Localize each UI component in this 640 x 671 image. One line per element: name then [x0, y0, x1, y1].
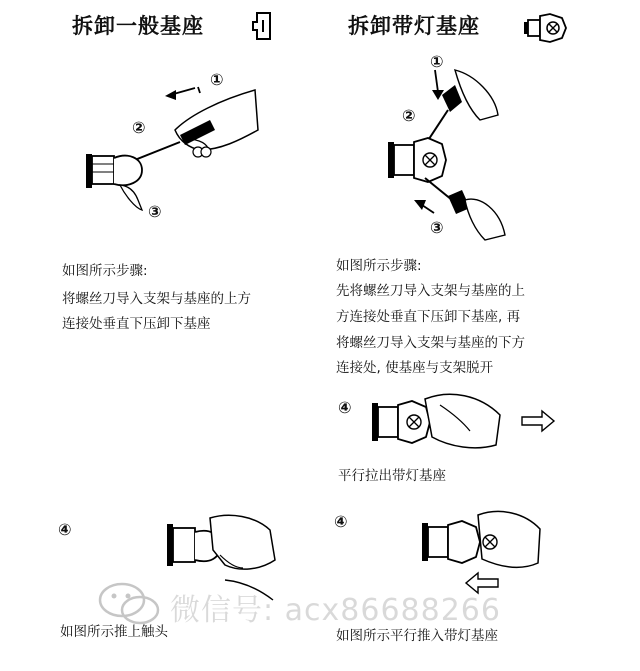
left-steps-line-2: 连接处垂直下压卸下基座 [62, 316, 211, 332]
left-marker-2: ② [132, 118, 146, 137]
left-marker-3: ③ [148, 202, 162, 221]
left-removal-illustration [80, 60, 280, 230]
left-marker-1: ① [210, 70, 224, 89]
right-step4a-caption: 平行拉出带灯基座 [338, 468, 446, 484]
left-step4-caption: 如图所示推上触头 [60, 624, 168, 640]
plain-base-icon [248, 8, 284, 44]
right-removal-illustration [380, 50, 530, 250]
right-pull-out-illustration [370, 385, 560, 465]
right-marker-3: ③ [430, 218, 444, 237]
right-steps-heading: 如图所示步骤: [336, 258, 422, 274]
right-steps-line-3: 将螺丝刀导入支架与基座的下方 [336, 335, 525, 351]
left-title: 拆卸一般基座 [72, 14, 204, 38]
wechat-watermark: 微信号: acx86688266 [170, 593, 501, 628]
right-step4a-marker: ④ [338, 398, 352, 417]
left-steps-line-1: 将螺丝刀导入支架与基座的上方 [62, 291, 251, 307]
wechat-logo-icon [98, 582, 162, 626]
right-steps-line-1: 先将螺丝刀导入支架与基座的上 [336, 283, 525, 299]
left-steps-heading: 如图所示步骤: [62, 263, 148, 279]
right-steps-line-4: 连接处, 使基座与支架脱开 [336, 360, 494, 376]
right-steps-line-2: 方连接处垂直下压卸下基座, 再 [336, 309, 521, 325]
left-step4-marker: ④ [58, 520, 72, 539]
lamp-base-icon [522, 10, 570, 46]
right-title: 拆卸带灯基座 [348, 14, 480, 38]
right-step4b-marker: ④ [334, 512, 348, 531]
right-marker-2: ② [402, 106, 416, 125]
right-marker-1: ① [430, 52, 444, 71]
right-step4b-caption: 如图所示平行推入带灯基座 [336, 628, 498, 644]
